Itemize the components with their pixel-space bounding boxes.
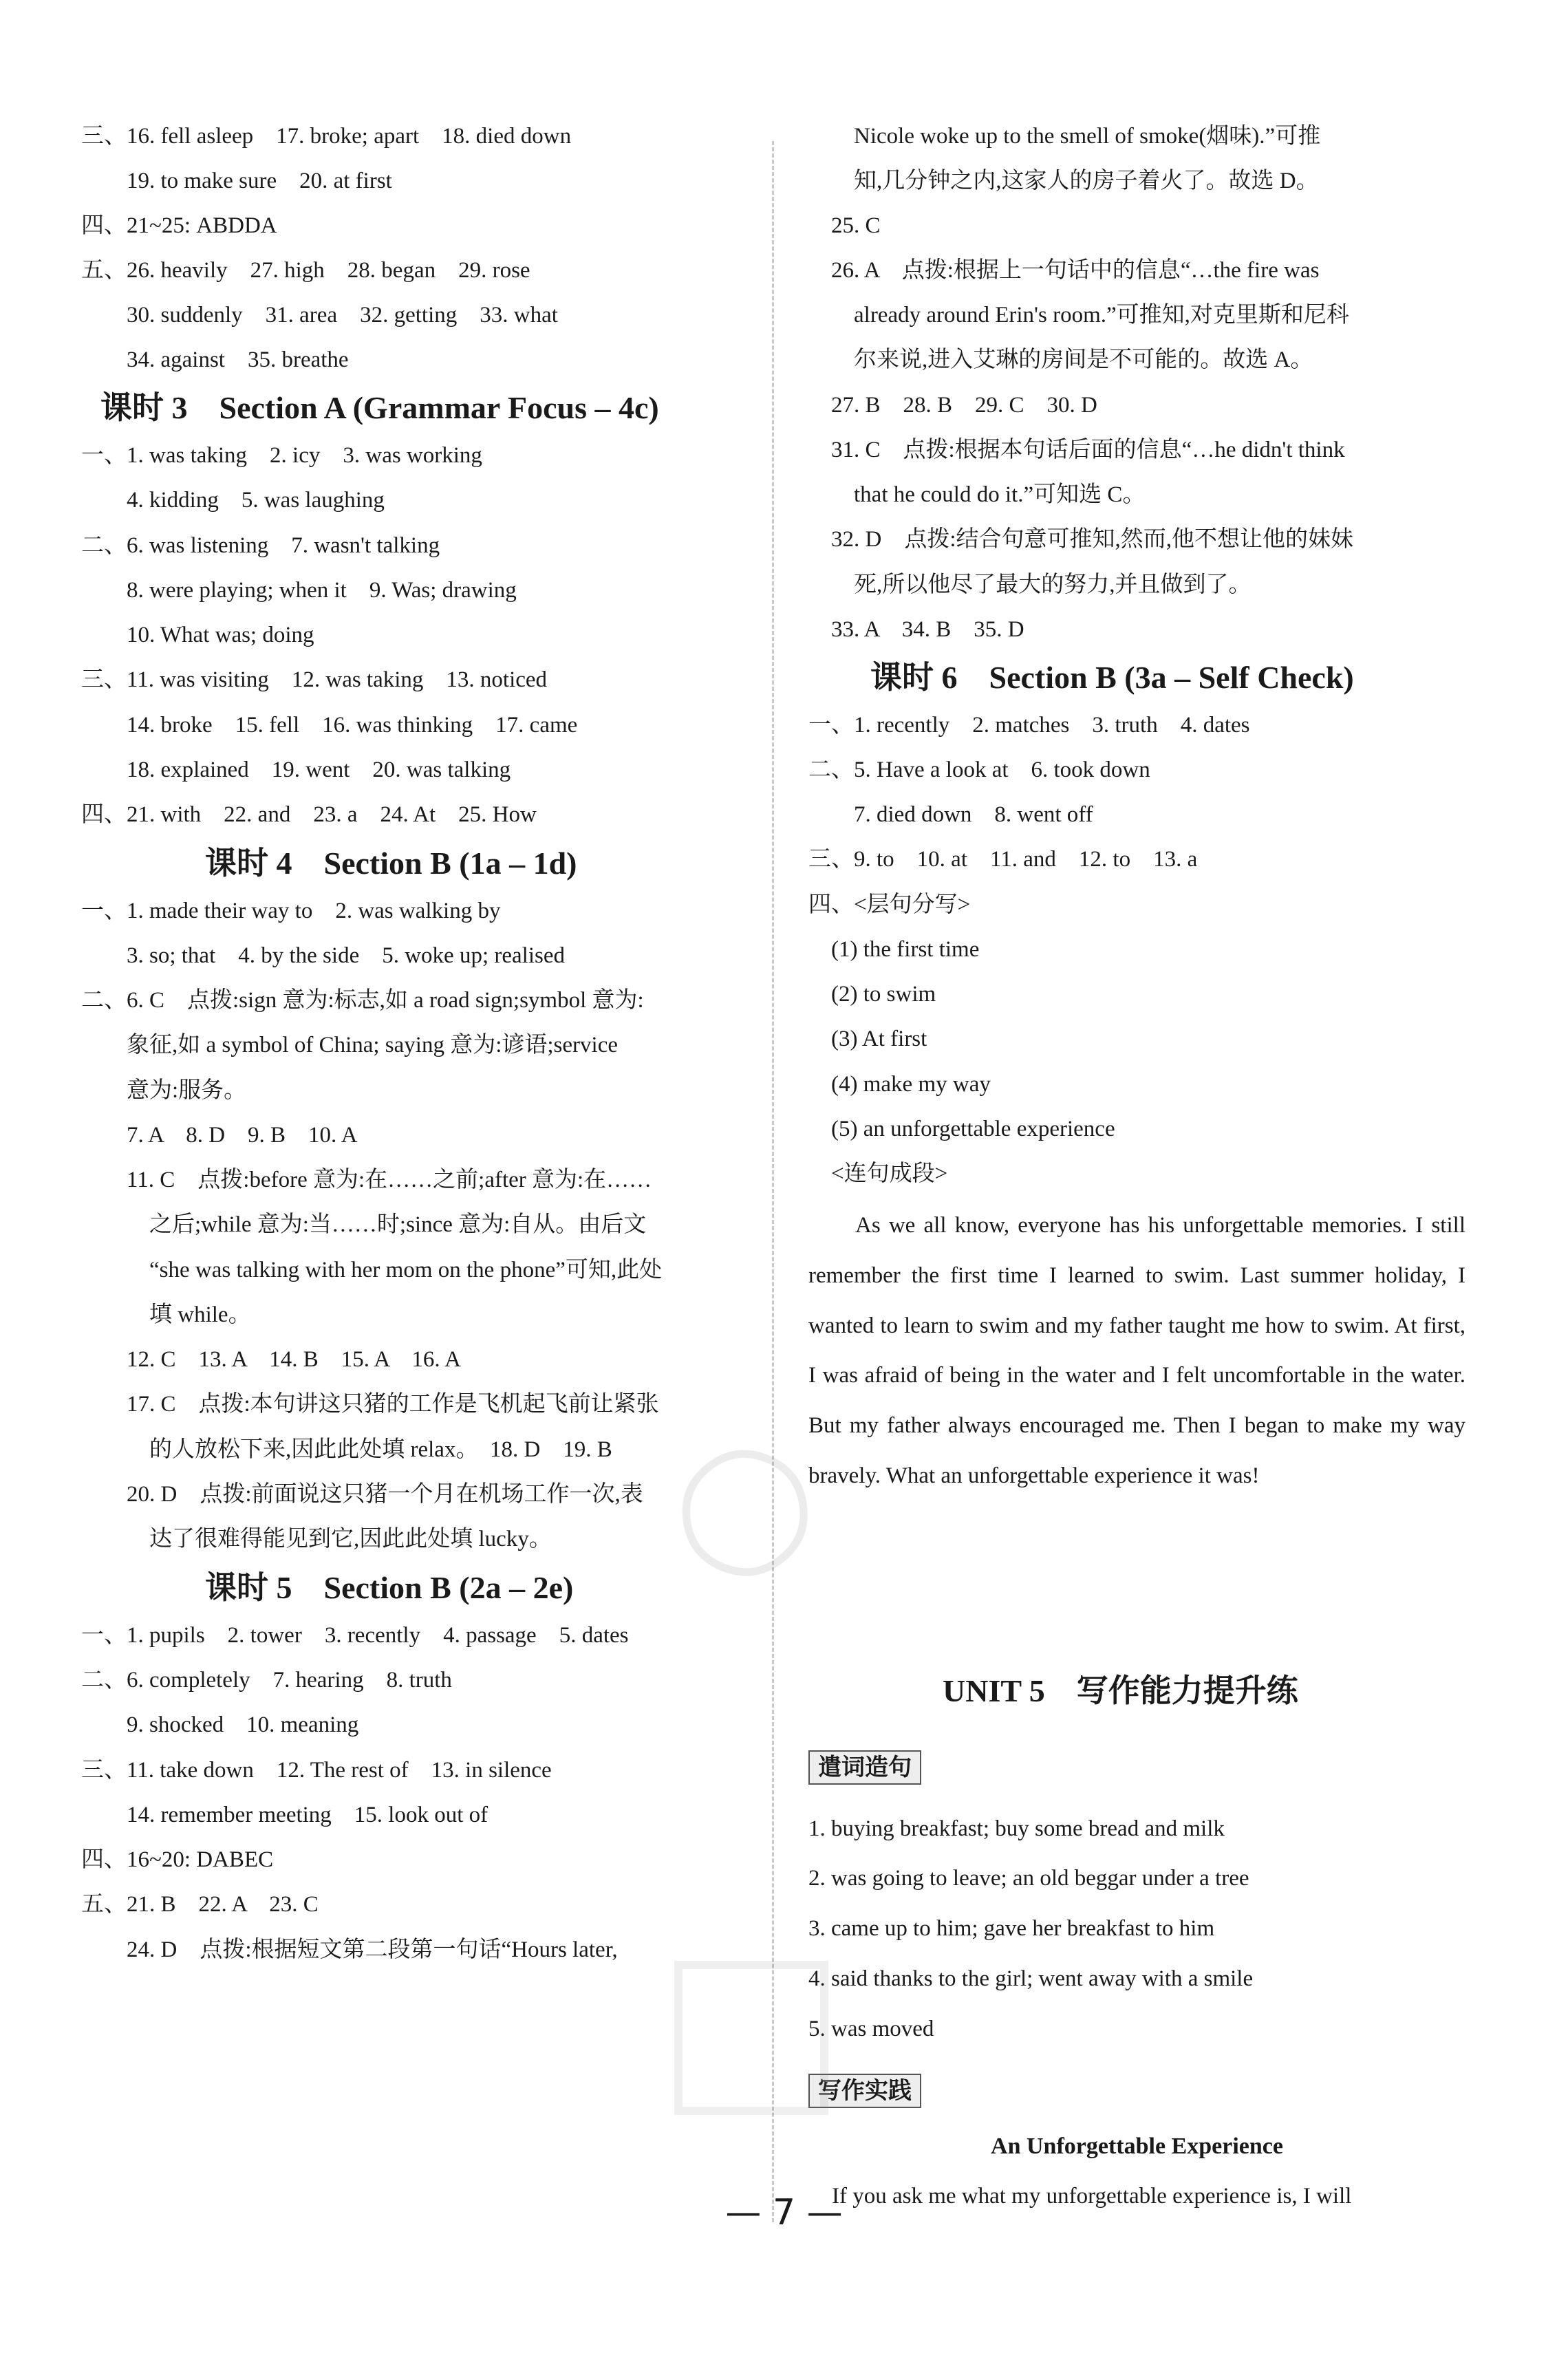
answer-line: 25. C: [808, 213, 881, 238]
answer-line: 19. to make sure 20. at first: [81, 169, 392, 193]
answer-line: 24. D 点拨:根据短文第二段第一句话“Hours later,: [81, 1937, 618, 1962]
essay-title: An Unforgettable Experience: [991, 2134, 1283, 2159]
answer-line: 尔来说,进入艾琳的房间是不可能的。故选 A。: [808, 347, 1313, 372]
answer-line: 33. A 34. B 35. D: [808, 617, 1024, 642]
answer-line: 五、21. B 22. A 23. C: [81, 1892, 319, 1917]
answer-line: 7. A 8. D 9. B 10. A: [81, 1123, 358, 1148]
answer-line: 12. C 13. A 14. B 15. A 16. A: [81, 1347, 461, 1372]
answer-line: 32. D 点拨:结合句意可推知,然而,他不想让他的妹妹: [808, 527, 1353, 552]
answer-line: 14. remember meeting 15. look out of: [81, 1803, 488, 1827]
answer-line: 一、1. made their way to 2. was walking by: [81, 899, 501, 923]
answer-line: 二、6. was listening 7. wasn't talking: [81, 533, 440, 558]
section-heading: 课时 6 Section B (3a – Self Check): [870, 660, 1354, 695]
answer-line: 达了很难得能见到它,因此此处填 lucky。: [81, 1527, 552, 1551]
page-number: — 7 —: [725, 2192, 843, 2233]
answer-line: 一、1. pupils 2. tower 3. recently 4. passage 5. dates: [81, 1623, 629, 1648]
answer-line: 3. came up to him; gave her breakfast to him: [808, 1916, 1215, 1941]
answer-line: 14. broke 15. fell 16. was thinking 17. came: [81, 713, 578, 738]
answer-line: 五、26. heavily 27. high 28. began 29. rose: [81, 258, 530, 283]
answer-line: 4. kidding 5. was laughing: [81, 488, 385, 513]
answer-line: 填 while。: [81, 1302, 251, 1327]
answer-line: (3) At first: [808, 1027, 927, 1051]
answer-line: 11. C 点拨:before 意为:在……之前;after 意为:在……: [81, 1168, 652, 1192]
answer-line: 知,几分钟之内,这家人的房子着火了。故选 D。: [808, 169, 1319, 193]
answer-line: 四、21~25: ABDDA: [81, 213, 277, 238]
answer-line: 1. buying breakfast; buy some bread and milk: [808, 1816, 1225, 1841]
answer-line: 三、11. take down 12. The rest of 13. in silence: [81, 1758, 552, 1783]
answer-line: 之后;while 意为:当……时;since 意为:自从。由后文: [81, 1212, 647, 1237]
answer-line: 30. suddenly 31. area 32. getting 33. what: [81, 303, 558, 327]
answer-line: 20. D 点拨:前面说这只猪一个月在机场工作一次,表: [81, 1482, 643, 1507]
answer-line: <连句成段>: [808, 1161, 948, 1186]
column-divider: [772, 141, 774, 2222]
answer-line: Nicole woke up to the smell of smoke(烟味).”可推: [808, 124, 1321, 149]
section-heading: 课时 5 Section B (2a – 2e): [205, 1570, 574, 1605]
section-label: 写作实践: [808, 2074, 921, 2108]
answer-line: 2. was going to leave; an old beggar under a tree: [808, 1866, 1249, 1891]
answer-line: 10. What was; doing: [81, 623, 314, 647]
answer-line: 27. B 28. B 29. C 30. D: [808, 393, 1097, 418]
answer-line: 9. shocked 10. meaning: [81, 1712, 359, 1737]
answer-line: 18. explained 19. went 20. was talking: [81, 757, 511, 782]
answer-line: 一、1. was taking 2. icy 3. was working: [81, 443, 482, 468]
answer-line: 8. were playing; when it 9. Was; drawing: [81, 578, 517, 603]
section-label: 遣词造句: [808, 1750, 921, 1785]
answer-line: 二、6. completely 7. hearing 8. truth: [81, 1668, 452, 1693]
answer-line: that he could do it.”可知选 C。: [808, 482, 1146, 507]
unit-heading: UNIT 5 写作能力提升练: [943, 1673, 1298, 1708]
answer-line: 三、16. fell asleep 17. broke; apart 18. died down: [81, 124, 572, 149]
answer-line: (2) to swim: [808, 982, 936, 1007]
answer-line: 三、11. was visiting 12. was taking 13. noticed: [81, 667, 548, 692]
answer-line: 5. was moved: [808, 2017, 934, 2041]
answer-line: 7. died down 8. went off: [808, 802, 1093, 827]
answer-line: already around Erin's room.”可推知,对克里斯和尼科: [808, 303, 1349, 327]
answer-line: 四、16~20: DABEC: [81, 1847, 274, 1872]
answer-line: 34. against 35. breathe: [81, 347, 349, 372]
answer-line: 三、9. to 10. at 11. and 12. to 13. a: [808, 847, 1198, 872]
answer-line: 四、<层句分写>: [808, 892, 971, 917]
answer-line: (5) an unforgettable experience: [808, 1117, 1115, 1141]
answer-line: 3. so; that 4. by the side 5. woke up; realised: [81, 943, 565, 968]
answer-line: (1) the first time: [808, 937, 980, 962]
answer-line: 17. C 点拨:本句讲这只猪的工作是飞机起飞前让紧张: [81, 1392, 659, 1417]
answer-line: 的人放松下来,因此此处填 relax。 18. D 19. B: [81, 1437, 612, 1462]
answer-line: 26. A 点拨:根据上一句话中的信息“…the fire was: [808, 258, 1320, 283]
answer-line: 意为:服务。: [81, 1078, 247, 1103]
answer-line: “she was talking with her mom on the phone”可知,此处: [81, 1258, 663, 1282]
essay-line: If you ask me what my unforgettable experience is, I will: [832, 2184, 1352, 2209]
watermark-seal: [674, 1961, 828, 2115]
section-heading: 课时 3 Section A (Grammar Focus – 4c): [100, 390, 659, 425]
section-heading: 课时 4 Section B (1a – 1d): [205, 846, 577, 881]
answer-line: 4. said thanks to the girl; went away with a smile: [808, 1966, 1254, 1991]
model-paragraph: As we all know, everyone has his unforgettable memories. I still remember the first time I learned to swim. Last summer holiday, I wanted to learn to swim and my father taught me how to swim. At first, I was afraid of being in the water and I felt uncomfortable in the water. But my father always encouraged me. Then I began to make my way bravely. What an unforgettable experience it was!: [808, 1213, 1465, 1488]
answer-line: 象征,如 a symbol of China; saying 意为:谚语;service: [81, 1033, 618, 1057]
watermark-shape: ◯: [665, 1421, 823, 1584]
answer-line: 四、21. with 22. and 23. a 24. At 25. How: [81, 802, 537, 827]
answer-line: (4) make my way: [808, 1072, 991, 1097]
answer-line: 死,所以他尽了最大的努力,并且做到了。: [808, 572, 1252, 597]
answer-line: 二、5. Have a look at 6. took down: [808, 757, 1150, 782]
answer-line: 二、6. C 点拨:sign 意为:标志,如 a road sign;symbol 意为:: [81, 988, 644, 1013]
answer-line: 一、1. recently 2. matches 3. truth 4. dates: [808, 713, 1250, 738]
answer-line: 31. C 点拨:根据本句话后面的信息“…he didn't think: [808, 438, 1345, 462]
